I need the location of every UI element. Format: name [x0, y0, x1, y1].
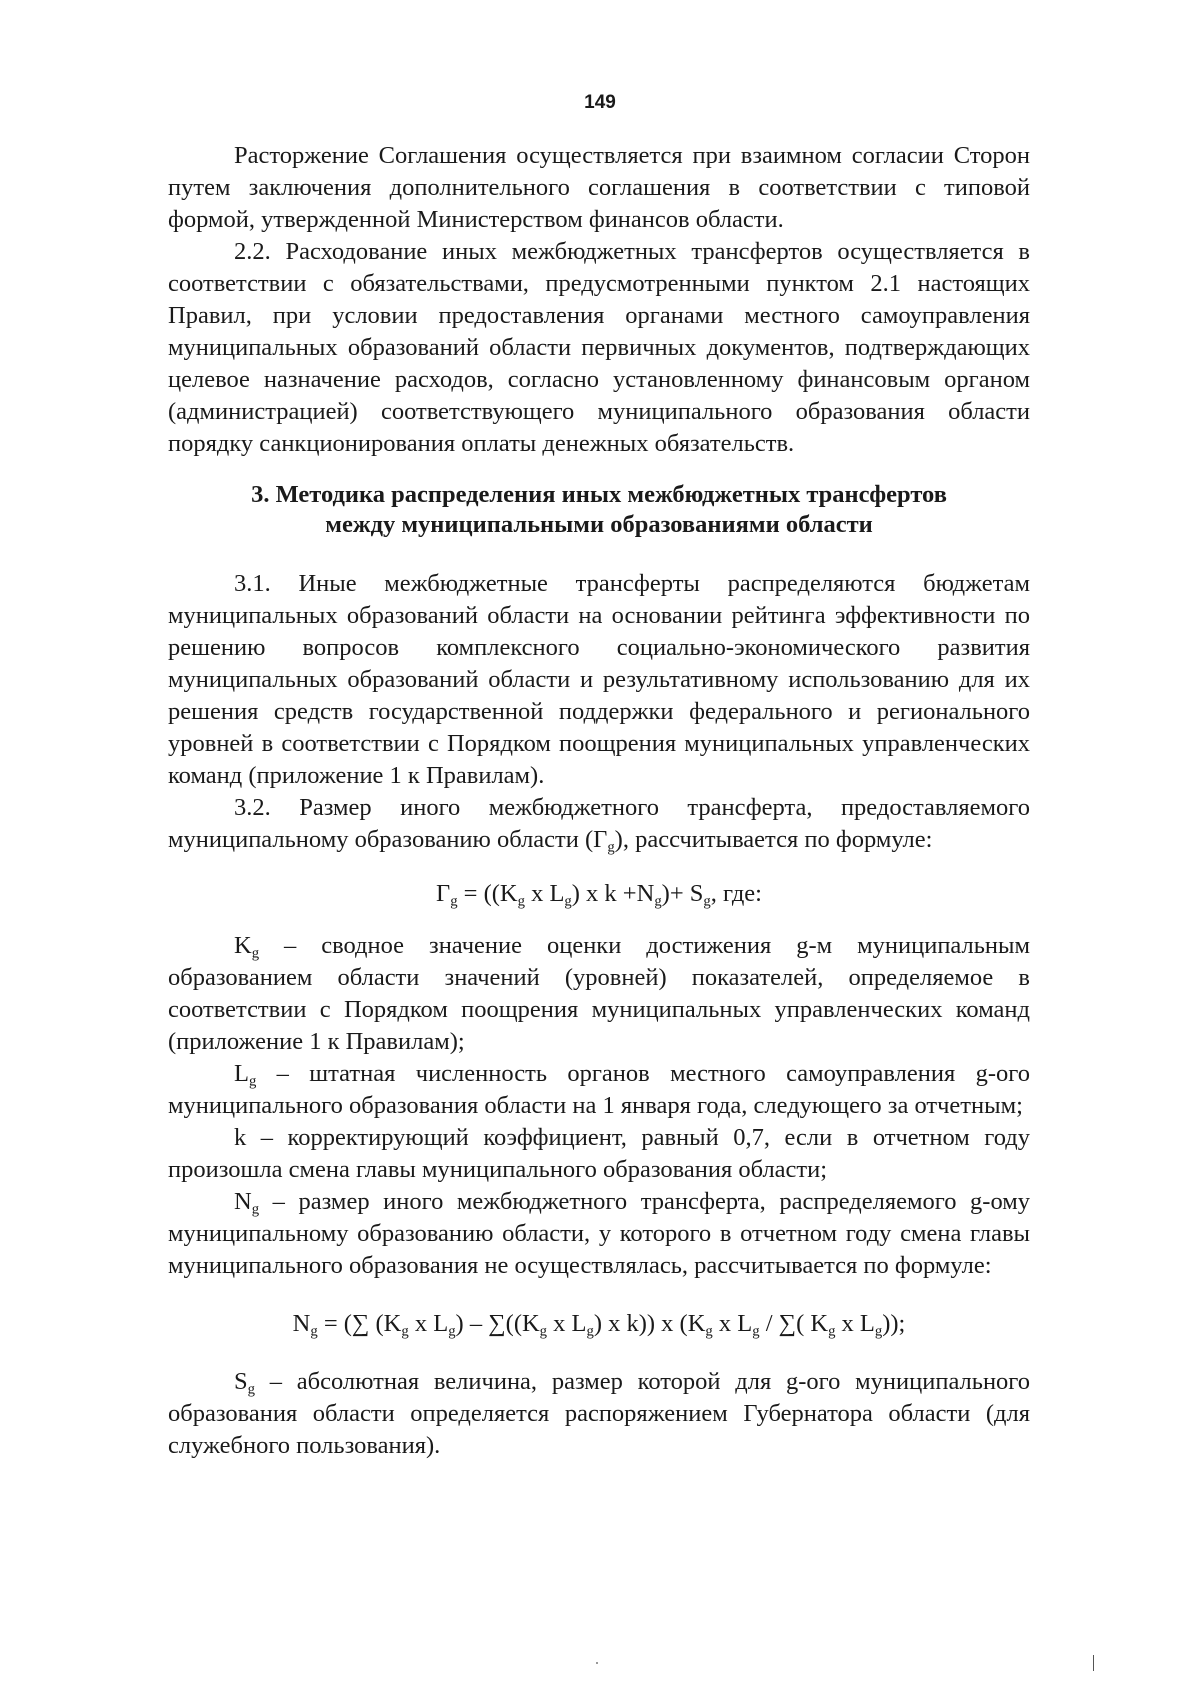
paragraph-3-2: [168, 792, 1030, 856]
formula-transfer-size: $Г_g = ((K_g$ x $L_g$) x $k +N_g)+ S_g$, где:: [436, 880, 762, 910]
definition-lg: $L_g$ – штатная численность органов местного самоуправления g-ого муниципального образования области на 1 января года, следующего за отчетным;: [168, 1060, 1030, 1119]
section-title: [168, 480, 1030, 540]
section-title-line-1: 3. Методика распределения иных межбюджетных трансфертов: [251, 481, 947, 508]
paragraph-3-1: 3.1. Иные межбюджетные трансферты распределяются бюджетам муниципальных образований области на основании рейтинга эффективности по решению вопросов комплексного социально-экономического развития муниципальных образований области и результативному использованию для их решения средств государственной поддержки федерального и регионального уровней в соответствии с Порядком поощрения муниципальных управленческих команд (приложение 1 к Правилам).: [168, 570, 1030, 789]
section-title-line-2: между муниципальными образованиями области: [325, 511, 873, 538]
definition-k: k – корректирующий коэффициент, равный 0,7, если в отчетном году произошла смена главы муниципального образования области;: [168, 1124, 1030, 1183]
page-number: 149: [584, 92, 616, 113]
p32-text-end: ), рассчитывается по формуле:: [614, 826, 933, 853]
definition-ng: $N_g$ – размер иного межбюджетного трансферта, распределяемого g-ому муниципальному образованию области, у которого в отчетном году смена главы муниципального образования не осуществлялась, рассчитывается по формуле:: [168, 1188, 1030, 1279]
scan-edge-mark: [1093, 1655, 1094, 1671]
p32-text-start: 3.2. Размер иного межбюджетного трансферта, предоставляемого муниципальному образованию области (Г: [168, 794, 1030, 853]
definition-sg: $S_g$ – абсолютная величина, размер которой для g-ого муниципального образования области определяется распоряжением Губернатора области (для служебного пользования).: [168, 1368, 1030, 1459]
paragraph-termination: Расторжение Соглашения осуществляется при взаимном согласии Сторон путем заключения дополнительного соглашения в соответствии с типовой формой, утвержденной Министерством финансов области.: [168, 142, 1030, 233]
paragraph-2-2: 2.2. Расходование иных межбюджетных трансфертов осуществляется в соответствии с обязательствами, предусмотренными пунктом 2.1 настоящих Правил, при условии предоставления органами местного самоуправления муниципальных образований области первичных документов, подтверждающих целевое назначение расходов, согласно установленному финансовым органом (администрацией) соответствующего муниципального образования области порядку санкционирования оплаты денежных обязательств.: [168, 238, 1030, 457]
scan-speck: [596, 1662, 598, 1664]
definition-kg: $K_g$ – сводное значение оценки достижения g-м муниципальным образованием области значений (уровней) показателей, определяемое в соответствии с Порядком поощрения муниципальных управленческих команд (приложение 1 к Правилам);: [168, 932, 1030, 1055]
subscript-g: g: [607, 839, 615, 856]
document-body: [168, 140, 1030, 1462]
formula-ng: $N_g$ = (∑ ($K_g$ x $L_g) - \sum((K_g$ x $L_g$) x k)) x ($K_g$ x $L_g$ / ∑( $K_g$ x $L_g$));: [292, 1310, 906, 1340]
